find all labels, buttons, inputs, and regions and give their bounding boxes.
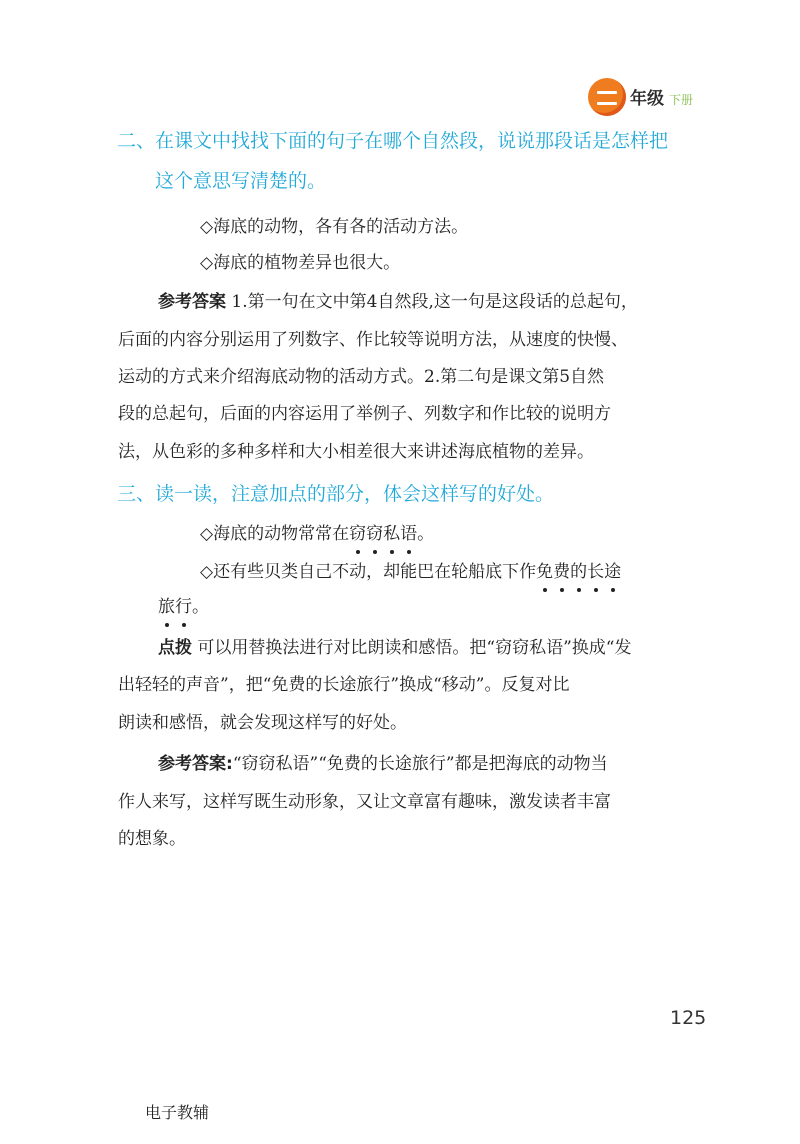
dotted-char: 语 bbox=[400, 522, 417, 546]
section2-answer-line-4: 段的总起句，后面的内容运用了举例子、列数字和作比较的说明方 bbox=[118, 404, 611, 424]
grade-label bbox=[630, 84, 693, 109]
section2-answer-line-5: 法，从色彩的多种多样和大小相差很大来讲述海底植物的差异。 bbox=[118, 442, 594, 462]
tip-line-3: 朗读和感悟，就会发现这样写的好处。 bbox=[118, 713, 407, 733]
section2-item-1: ◇海底的动物，各有各的活动方法。 bbox=[200, 217, 469, 237]
answer-text: “窃窃私语”“免费的长途旅行”都是把海底的动物当 bbox=[232, 754, 608, 774]
answer-label: 参考答案 bbox=[158, 292, 226, 312]
section3-title: 三、读一读，注意加点的部分，体会这样写的好处。 bbox=[117, 483, 555, 505]
dotted-char: 私 bbox=[383, 522, 400, 546]
section2-title-line2: 这个意思写清楚的。 bbox=[155, 170, 327, 192]
tip-line-1 bbox=[158, 636, 631, 660]
item1-pre-text: ◇海底的动物常常在 bbox=[200, 524, 350, 544]
watermark-text: 电子教辅 bbox=[145, 1103, 210, 1122]
page-number: 125 bbox=[670, 1007, 707, 1029]
section2-title-line1: 二、在课文中找找下面的句子在哪个自然段，说说那段话是怎样把 bbox=[117, 130, 669, 152]
section3-item-2 bbox=[200, 560, 621, 584]
term-text: 下册 bbox=[669, 93, 694, 107]
answer-text: 1.第一句在文中第4自然段,这一句是这段话的总起句， bbox=[231, 292, 638, 312]
dotted-char: 长 bbox=[587, 560, 604, 584]
tip-line-2: 出轻轻的声音”，把“免费的长途旅行”换成“移动”。反复对比 bbox=[118, 675, 570, 695]
item2-pre-text: ◇还有些贝类自己不动，却能巴在轮船底下作 bbox=[200, 562, 537, 582]
section3-answer-line-1 bbox=[158, 752, 608, 776]
grade-badge-icon bbox=[588, 78, 626, 116]
section3-answer-line-2: 作人来写，这样写既生动形象，又让文章富有趣味，激发读者丰富 bbox=[118, 792, 611, 812]
dotted-char: 的 bbox=[570, 560, 587, 584]
section2-answer-line-2: 后面的内容分别运用了列数字、作比较等说明方法，从速度的快慢、 bbox=[118, 330, 628, 350]
dotted-char: 途 bbox=[604, 560, 621, 584]
section3-item-2-cont bbox=[158, 595, 209, 619]
section3-answer-line-3: 的想象。 bbox=[118, 829, 186, 849]
item1-post-text: 。 bbox=[417, 524, 435, 544]
grade-text: 年级 bbox=[630, 89, 664, 109]
tip-label: 点拨 bbox=[158, 638, 192, 658]
dotted-char: 窃 bbox=[349, 522, 366, 546]
section2-item-2: ◇海底的植物差异也很大。 bbox=[200, 253, 401, 273]
section2-answer-line-1 bbox=[158, 290, 638, 314]
tip-text: 可以用替换法进行对比朗读和感悟。把“窃窃私语”换成“发 bbox=[197, 638, 632, 658]
item2-post-text: 。 bbox=[192, 597, 209, 617]
dotted-char: 行 bbox=[175, 595, 192, 619]
section2-answer-line-3: 运动的方式来介绍海底动物的活动方式。2.第二句是课文第5自然 bbox=[118, 367, 605, 387]
dotted-char: 窃 bbox=[366, 522, 383, 546]
section3-item-1 bbox=[200, 522, 434, 546]
dotted-char: 费 bbox=[553, 560, 570, 584]
answer-label: 参考答案: bbox=[158, 754, 233, 774]
dotted-char: 免 bbox=[536, 560, 553, 584]
dotted-char: 旅 bbox=[158, 595, 175, 619]
